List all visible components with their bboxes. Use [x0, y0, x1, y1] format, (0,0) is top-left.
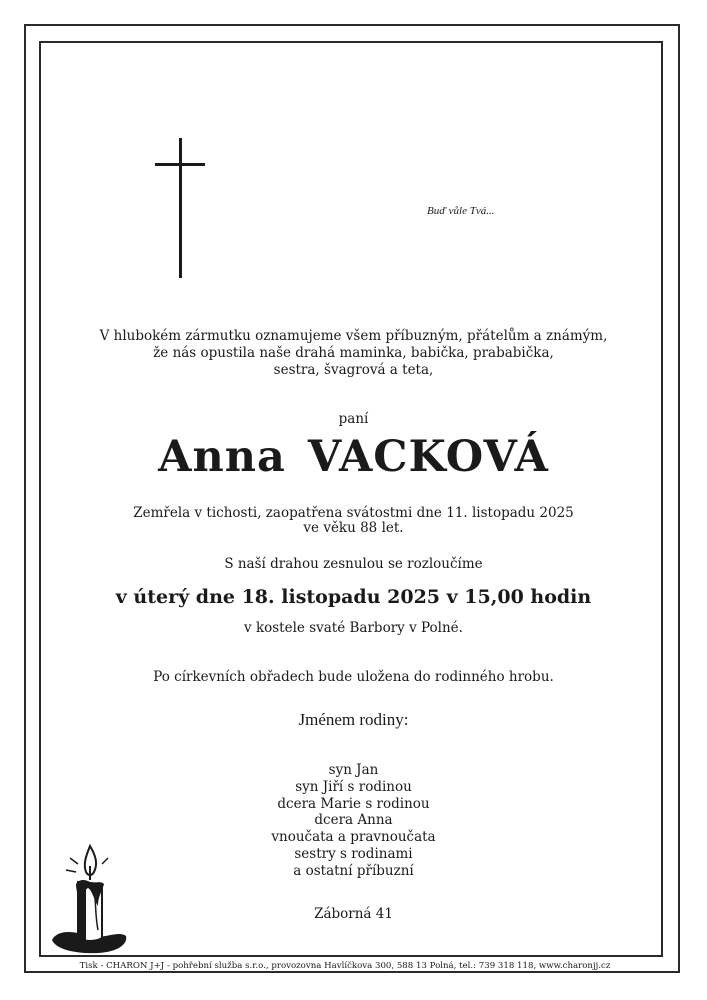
family-member: syn Jan	[328, 762, 379, 778]
death-notice-line: ve věku 88 let.	[303, 520, 404, 536]
intro-line: V hlubokém zármutku oznamujeme všem příbuzným, přátelům a známým,	[99, 328, 608, 344]
intro-line: sestra, švagrová a teta,	[273, 362, 434, 378]
burial-notice: Po církevních obřadech bude uložena do rodinného hrobu.	[153, 669, 554, 685]
family-member: a ostatní příbuzní	[293, 862, 414, 879]
family-member: dcera Marie s rodinou	[277, 795, 430, 812]
first-name: Anna	[158, 432, 286, 482]
family-member: dcera Anna	[314, 812, 393, 829]
farewell-intro: S naší drahou zesnulou se rozloučíme	[224, 556, 483, 572]
deceased-name	[0, 432, 707, 482]
title-prefix: paní	[338, 411, 369, 427]
address: Záborná 41	[314, 906, 393, 922]
death-notice	[0, 506, 707, 536]
cross-icon	[150, 135, 210, 280]
family-member: syn Jiří s rodinou	[295, 778, 412, 795]
death-notice-line: Zemřela v tichosti, zaopatřena svátostmi dne 11. listopadu 2025	[133, 505, 574, 521]
intro-line: že nás opustila naše drahá maminka, babička, prababička,	[153, 345, 554, 361]
motto: Buď vůle Tvá...	[427, 205, 495, 217]
intro-text	[0, 328, 707, 379]
family-member: sestry s rodinami	[294, 845, 413, 862]
family-heading: Jménem rodiny:	[298, 710, 409, 729]
farewell-place: v kostele svaté Barbory v Polné.	[244, 620, 463, 636]
surname: VACKOVÁ	[307, 432, 549, 482]
farewell-date: v úterý dne 18. listopadu 2025 v 15,00 hodin	[115, 586, 592, 608]
candle-icon	[48, 840, 130, 958]
footer-print-info: Tisk - CHARON J+J - pohřební služba s.r.o., provozovna Havlíčkova 300, 588 13 Polná, tel.: 739 318 118, www.charonjj.cz	[79, 961, 611, 971]
family-member: vnoučata a pravnoučata	[271, 829, 436, 846]
